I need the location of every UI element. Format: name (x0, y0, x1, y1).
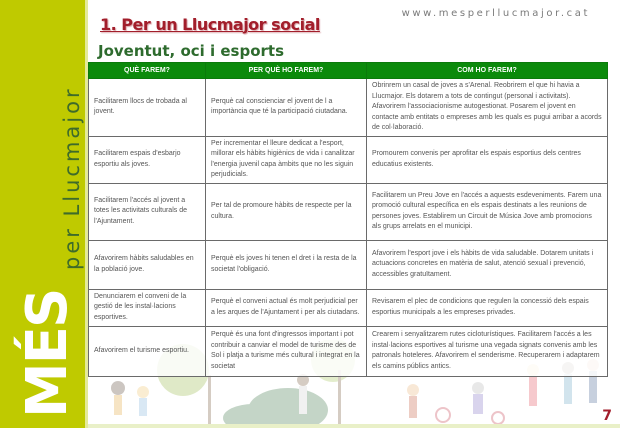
sidebar-brand-band (0, 0, 85, 428)
cell-why: Perquè el conveni actual és molt perjudicial per a les arques de l'Ajuntament i per als ciutadans. (206, 289, 367, 326)
cell-why: Perquè cal conscienciar el jovent de l a importància que té la participació ciutadana. (206, 79, 367, 137)
cell-why: Perquè els joves hi tenen el dret i la resta de la societat l'obligació. (206, 240, 367, 289)
cell-what: Facilitarem llocs de trobada al jovent. (89, 79, 206, 137)
sidebar-tagline: per Llucmajor (60, 86, 84, 270)
cell-how: Afavorirem l'esport jove i els hàbits de vida saludable. Dotarem unitats i actuacions concretes en matèria de salut, atenció sexual i prevenció, accessibles gratuïtament. (367, 240, 608, 289)
cell-how: Crearem i senyalitzarem rutes cicloturístiques. Facilitarem l'accés a les instal·lacions esportives al turisme una vegada signats convenis amb les patronals hoteleres. Afavorirem el senderisme. Recuperarem i adaptarem els camins públics antics. (367, 326, 608, 376)
column-header-what: QUÈ FAREM? (89, 63, 206, 79)
table-row (89, 183, 608, 240)
cell-why: Per incrementar el lleure dedicat a l'esport, millorar els hàbits higiènics de vida i canalitzar l'energia juvenil capa àmbits que no les siguin perjudicials. (206, 136, 367, 183)
table-row (89, 326, 608, 376)
page-subtitle: Joventut, oci i esports (98, 42, 285, 60)
page-number: 7 (602, 408, 612, 424)
table-header-row (89, 63, 608, 79)
cell-why: Perquè és una font d'ingressos important i pot contribuir a canviar el model de turisme des de Sol i platja a turisme més cultural i integrat en la societat (206, 326, 367, 376)
table-row (89, 79, 608, 137)
cell-how: Promourem convenis per aprofitar els espais esportius dels centres educatius existents. (367, 136, 608, 183)
mes-logo: MÉS (15, 289, 80, 418)
table-row (89, 289, 608, 326)
cell-how: Revisarem el plec de condicions que regulen la concessió dels espais esportius municipals a les empreses privades. (367, 289, 608, 326)
cell-what: Denunciarem el conveni de la gestió de les instal·lacions esportives. (89, 289, 206, 326)
cell-what: Afavorirem el turisme esportiu. (89, 326, 206, 376)
cell-what: Facilitarem espais d'esbarjo esportiu als joves. (89, 136, 206, 183)
table-row (89, 240, 608, 289)
site-url: www.mesperllucmajor.cat (401, 8, 590, 19)
section-title: 1. Per un Llucmajor social (100, 15, 320, 34)
cell-how: Obrinrem un casal de joves a s'Arenal. Reobrirem el que hi havia a Llucmajor. Els dotarem a tots de contingut (personal i activitats). Afavorirem l'associacionisme autogestionat. Posarem el jovent en contacte amb entitats o empreses amb les quals es pugui arribar a acords de col·laboració. (367, 79, 608, 137)
youth-plan-table (88, 62, 608, 377)
cell-why: Per tal de promoure hàbits de respecte per la cultura. (206, 183, 367, 240)
cell-what: Afavorirem hàbits saludables en la població jove. (89, 240, 206, 289)
cell-what: Facilitarem l'accés al jovent a totes les activitats culturals de l'Ajuntament. (89, 183, 206, 240)
table-row (89, 136, 608, 183)
column-header-how: COM HO FAREM? (367, 63, 608, 79)
column-header-why: PER QUÈ HO FAREM? (206, 63, 367, 79)
cell-how: Facilitarem un Preu Jove en l'accés a aquests esdeveniments. Farem una promoció cultural específica en els espais destinats a les reunions de persones joves. Establirem un Circuit de Música Jove amb promocions als grups arrelats en el municipi. (367, 183, 608, 240)
